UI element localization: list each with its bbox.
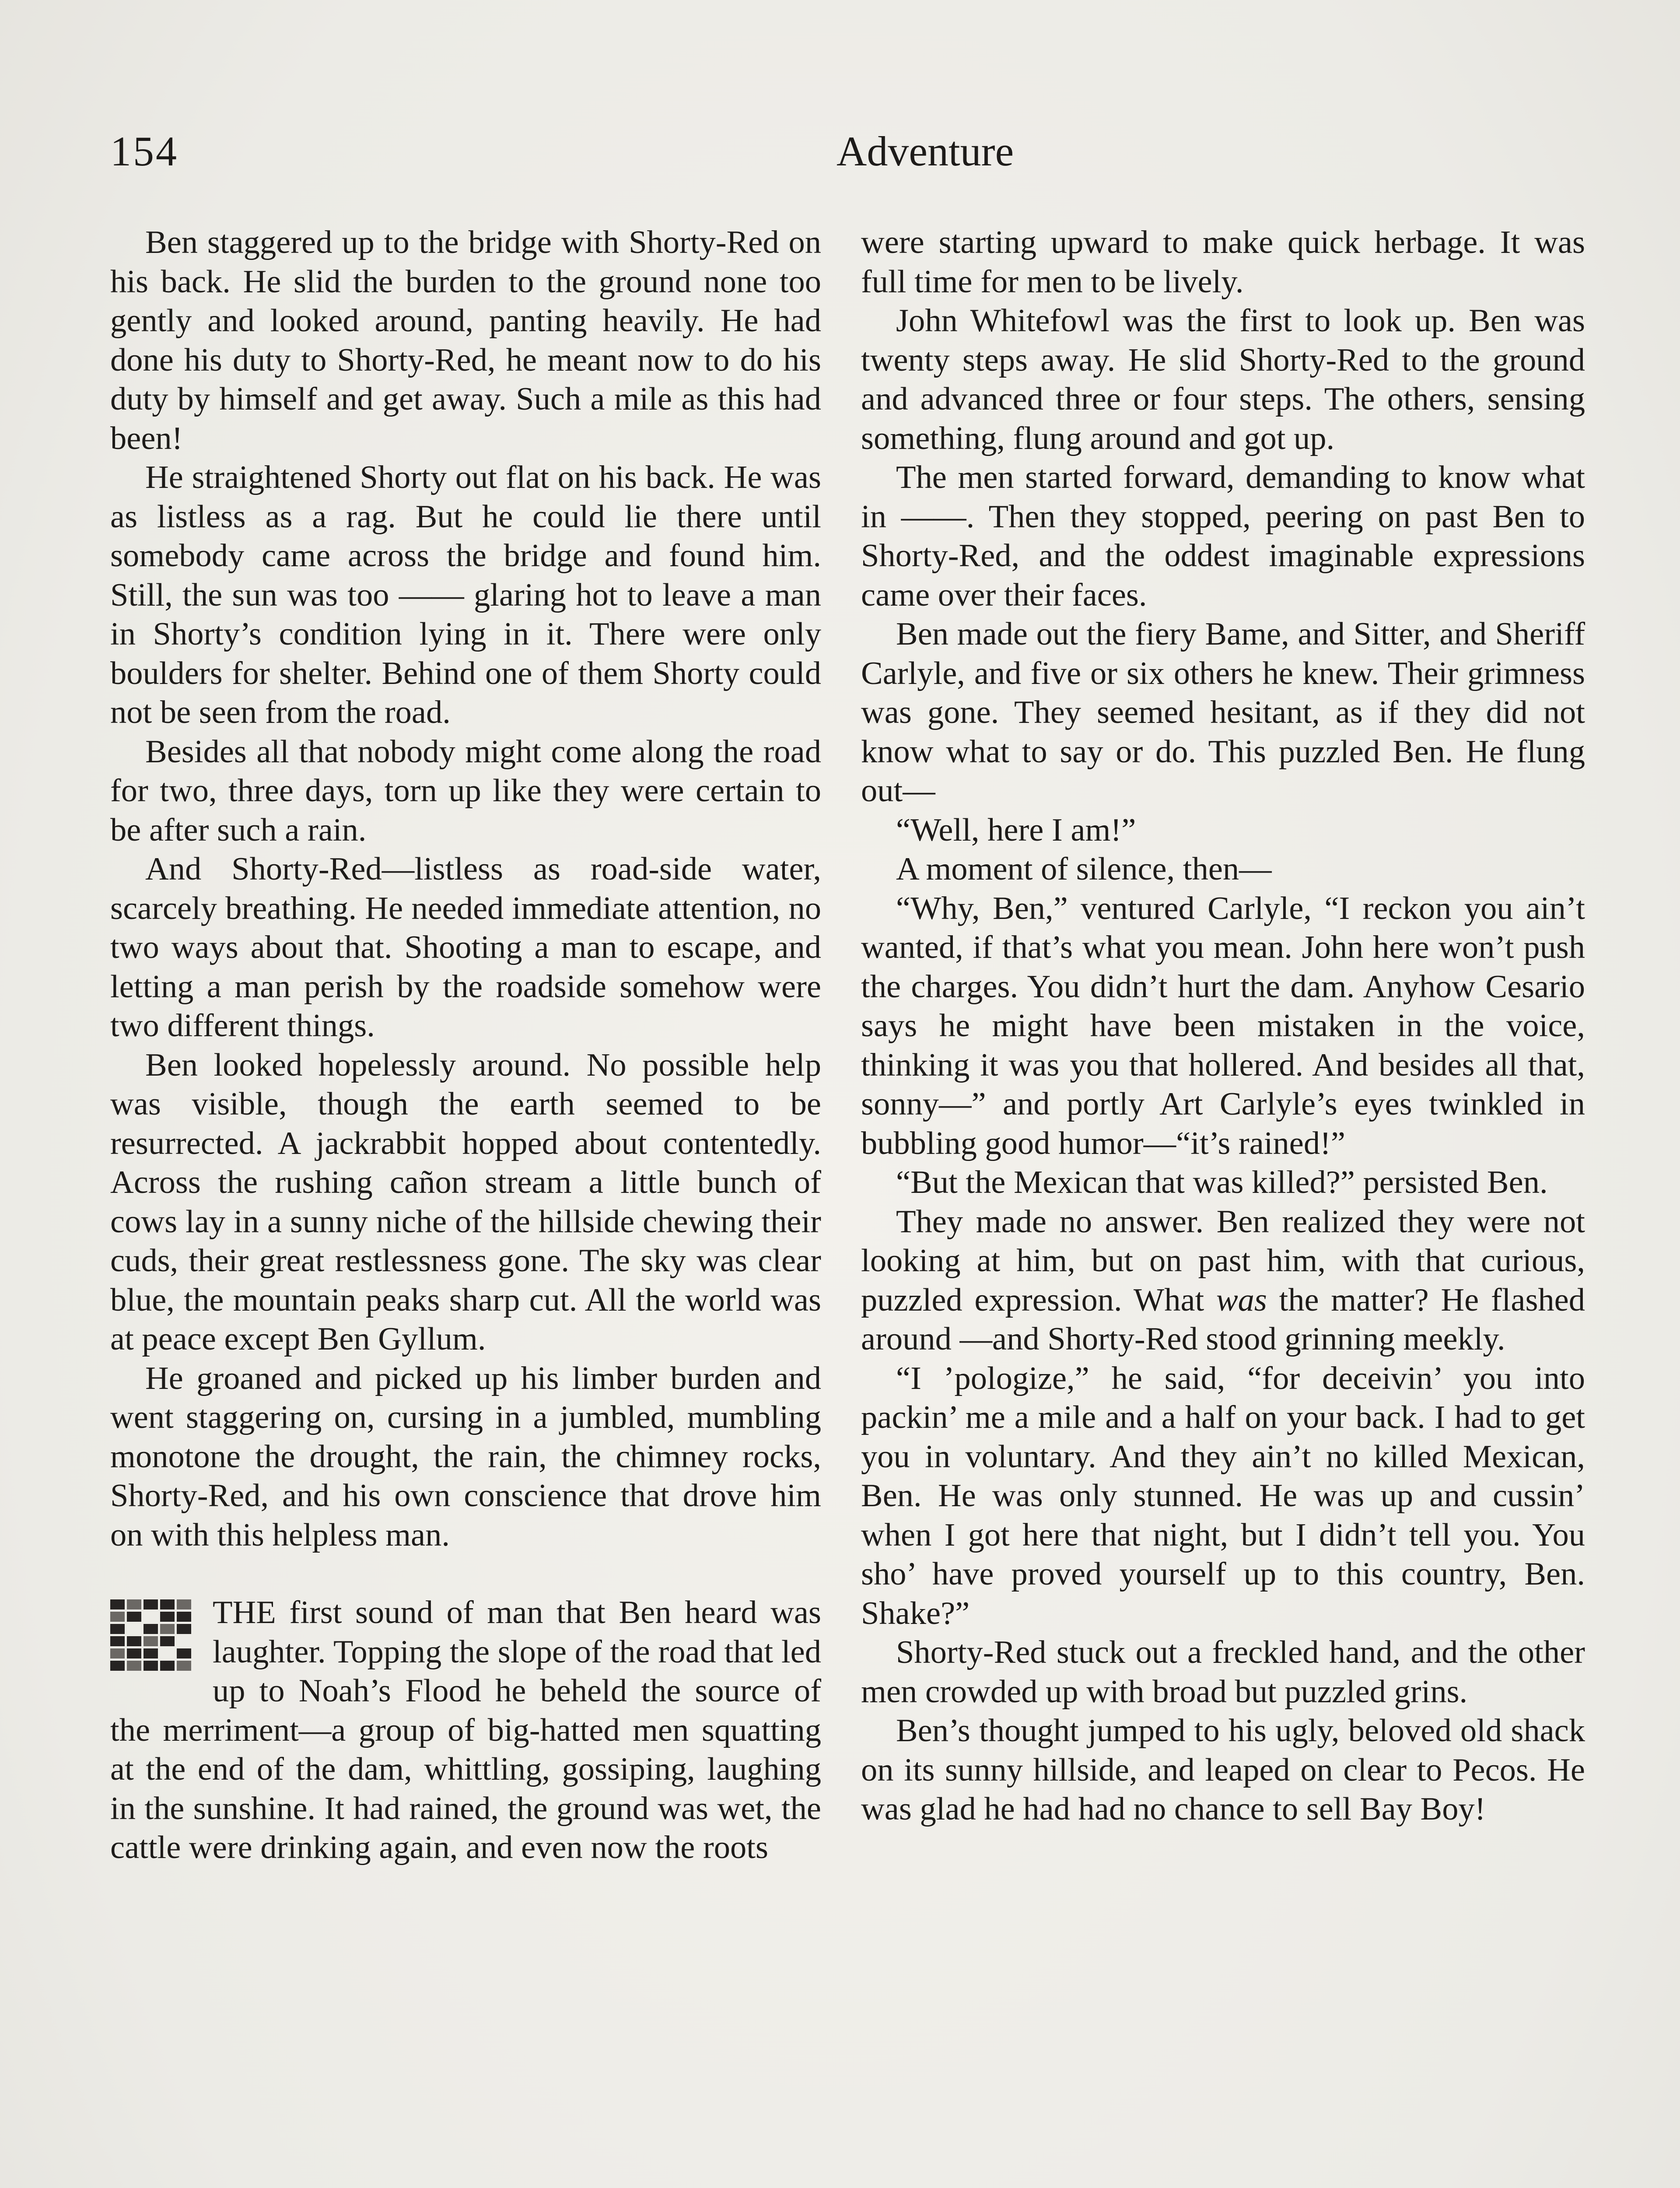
paragraph: And Shorty-Red—listless as road-side water, scarcely breathing. He needed immediate attention, no two ways about that. Shooting a man to escape, and letting a man perish by the roadside somehow were two different things.	[110, 851, 821, 1044]
paragraph: He groaned and picked up his limber burden and went staggering on, cursing in a jumbled, mumbling monotone the drought, the rain, the chimney rocks, Shorty-Red, and his own conscience that drove him on with this helpless man.	[110, 1360, 821, 1553]
running-title: Adventure	[836, 128, 1014, 175]
dialogue-line: “Well, here I am!”	[896, 812, 1136, 848]
left-column	[110, 223, 821, 1868]
paragraph: John Whitefowl was the first to look up. Ben was twenty steps away. He slid Shorty-Red to the ground and advanced three or four steps. The others, sensing something, flung around and got up.	[861, 303, 1585, 456]
text-run: the matter? He flashed around —and Shorty-Red stood grinning meekly.	[861, 1282, 1586, 1357]
paragraph	[861, 1203, 1585, 1359]
paragraph: Ben looked hopelessly around. No possible help was visible, though the earth seemed to be resurrected. A jackrabbit hopped about contentedly. Across the rushing cañon stream a little bunch of cows lay in a sunny niche of the hillside chewing their cuds, their great restlessness gone. The sky was clear blue, the mountain peaks sharp cut. All the world was at peace except Ben Gyllum.	[110, 1047, 821, 1357]
section-ornament-icon	[110, 1599, 193, 1674]
section-opening-paragraph: THE first sound of man that Ben heard was laughter. Topping the slope of the road that led up to Noah’s Flood he beheld the source of the merriment—a group of big-hatted men squatting at the end of the dam, whittling, gossiping, laughing in the sunshine. It had rained, the ground was wet, the cattle were drinking again, and even now the roots	[110, 1595, 821, 1865]
paragraph: He straightened Shorty out flat on his back. He was as listless as a rag. But he could lie there until somebody came across the bridge and found him. Still, the sun was too —— glaring hot to leave a man in Shorty’s condition lying in it. There were only boulders for shelter. Behind one of them Shorty could not be seen from the road.	[110, 459, 821, 730]
paragraph: Shorty-Red stuck out a freckled hand, and the other men crowded up with broad but puzzled grins.	[861, 1634, 1585, 1710]
section-break	[110, 1555, 821, 1593]
paragraph: A moment of silence, then—	[896, 851, 1272, 887]
paragraph: Ben made out the fiery Bame, and Sitter, and Sheriff Carlyle, and five or six others he knew. Their grimness was gone. They seemed hesitant, as if they did not know what to say or do. This puzzled Ben. He flung out—	[861, 616, 1585, 809]
paragraph: The men started forward, demanding to know what in ——. Then they stopped, peering on past Ben to Shorty-Red, and the oddest imaginable expressions came over their faces.	[861, 459, 1585, 613]
paragraph: “But the Mexican that was killed?” persisted Ben.	[896, 1164, 1548, 1200]
text-run: They made no answer. Ben realized they were not looking at him, but on past him, with that curious, puzzled expression. What	[861, 1203, 1585, 1318]
paragraph: Ben staggered up to the bridge with Shorty-Red on his back. He slid the burden to the ground none too gently and looked around, panting heavily. He had done his duty to Shorty-Red, he meant now to do his duty by himself and get away. Such a mile as this had been!	[110, 224, 821, 456]
section-opening	[110, 1593, 821, 1868]
paragraph: “Why, Ben,” ventured Carlyle, “I reckon you ain’t wanted, if that’s what you mean. John here won’t push the charges. You didn’t hurt the dam. Anyhow Cesario says he might have been mistaken in the voice, thinking it was you that hollered. And besides all that, sonny—” and portly Art Carlyle’s eyes twinkled in bubbling good humor—“it’s rained!”	[861, 890, 1585, 1161]
paragraph: Ben’s thought jumped to his ugly, beloved old shack on its sunny hillside, and leaped on clear to Pecos. He was glad he had had no chance to sell Bay Boy!	[861, 1713, 1585, 1827]
paragraph: “I ’pologize,” he said, “for deceivin’ you into packin’ me a mile and a half on your back. I had to get you in voluntary. And they ain’t no killed Mexican, Ben. He was only stunned. He was up and cussin’ when I got here that night, but I didn’t tell you. You sho’ have proved yourself up to this country, Ben. Shake?”	[861, 1360, 1585, 1631]
right-column	[861, 223, 1585, 1829]
continued-paragraph: were starting upward to make quick herbage. It was full time for men to be lively.	[861, 224, 1585, 300]
paragraph: Besides all that nobody might come along the road for two, three days, torn up like they were certain to be after such a rain.	[110, 733, 821, 848]
page-number: 154	[110, 128, 178, 175]
emphasis-text: was	[1216, 1282, 1267, 1318]
page-header	[110, 123, 1585, 188]
